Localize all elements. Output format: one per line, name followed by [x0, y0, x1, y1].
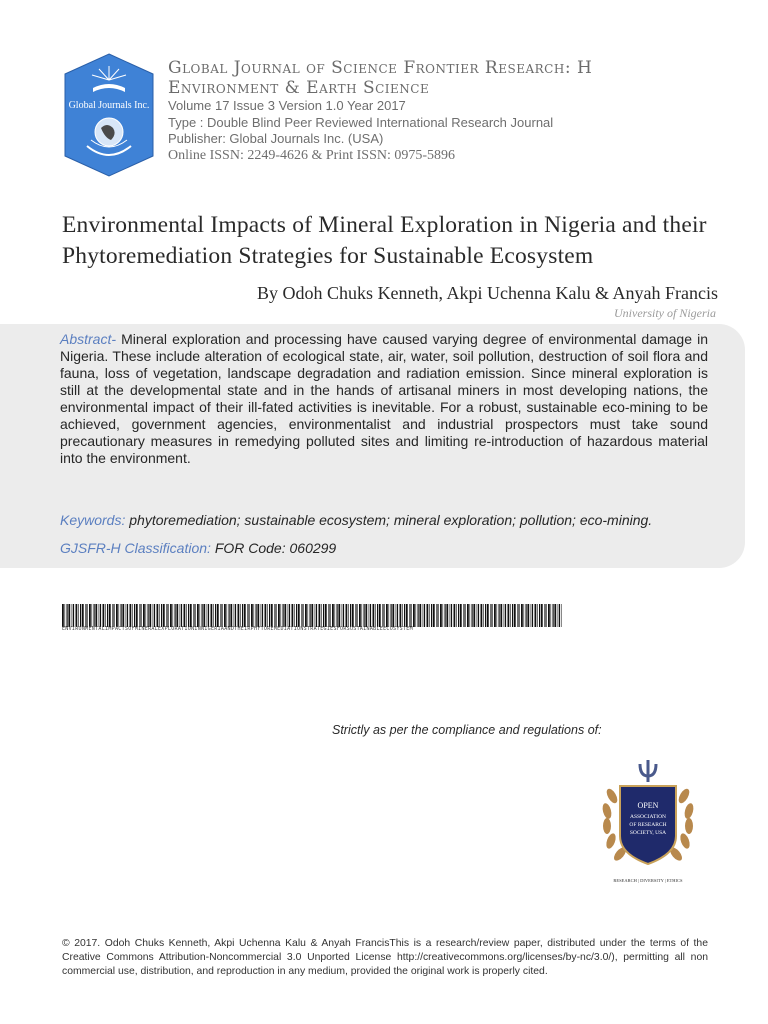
- keywords-text: phytoremediation; sustainable ecosystem; mineral exploration; pollution; eco-mining.: [129, 512, 653, 528]
- journal-type: Type : Double Blind Peer Reviewed International Research Journal: [168, 114, 554, 130]
- paper-authors: By Odoh Chuks Kenneth, Akpi Uchenna Kalu & Anyah Francis: [257, 283, 718, 303]
- abstract: [60, 331, 708, 467]
- classification: [60, 540, 336, 556]
- seal-line2: ASSOCIATION: [629, 814, 667, 820]
- classification-label: GJSFR-H Classification:: [60, 540, 211, 556]
- barcode-text: ENVIRONMENTALIMPACTSOFMINERALEXPLORATIONINNIGERIAANDTHEIRPHYTOREMEDIATIONSTRATEGIESFORSUSTAINABLEECOSYSTEM: [62, 626, 413, 632]
- publisher-info: Publisher: Global Journals Inc. (USA): [168, 131, 384, 146]
- keywords: [60, 512, 652, 528]
- journal-title-line2: Environment & Earth Science: [168, 78, 430, 98]
- seal-line3: OF RESEARCH: [629, 822, 667, 828]
- keywords-label: Keywords:: [60, 512, 126, 528]
- paper-title: Environmental Impacts of Mineral Exploration in Nigeria and their Phytoremediation Strategies for Sustainable Ecosystem: [62, 212, 707, 269]
- compliance-text: Strictly as per the compliance and regulations of:: [332, 723, 602, 737]
- abstract-text: Mineral exploration and processing have caused varying degree of environmental damage in Nigeria. These include alteration of ecological state, air, water, soil pollution, destruction of soil flora and fauna, loss of vegetation, landscape degradation and radiation emission. Since mineral exploration is still at the developmental state and in the hands of artisanal miners in most developing nations, the environmental impact of their ill-fated activities is inevitable. For a robust, sustainable eco-mining to be achieved, government agencies, environmentalist and industrial prospectors must take sound precautionary measures in remedying polluted sites and limiting re-introduction of hazardous material into the environment.: [60, 331, 709, 466]
- volume-info: Volume 17 Issue 3 Version 1.0 Year 2017: [168, 98, 406, 113]
- copyright-footer: © 2017. Odoh Chuks Kenneth, Akpi Uchenna Kalu & Anyah FrancisThis is a research/review paper, distributed under the terms of the Creative Commons Attribution-Noncommercial 3.0 Unported License http://creativecommons.org/licenses/by-nc/3.0/), permitting all non commercial use, distribution, and reproduction in any medium, provided the original work is properly cited.: [62, 938, 708, 977]
- issn-info: Online ISSN: 2249-4626 & Print ISSN: 0975-5896: [168, 147, 456, 163]
- barcode: [62, 604, 562, 627]
- seal-line1: OPEN: [637, 801, 659, 810]
- classification-text: FOR Code: 060299: [214, 540, 337, 556]
- abstract-label: Abstract-: [60, 331, 117, 347]
- seal-ribbon: RESEARCH | DIVERSITY | ETHICS: [613, 878, 683, 883]
- logo-text: Global Journals Inc.: [68, 100, 150, 111]
- journal-title-line1: Global Journal of Science Frontier Research: H: [168, 58, 593, 78]
- journal-logo: [63, 52, 155, 178]
- author-affiliation: University of Nigeria: [614, 306, 716, 320]
- research-society-seal: [598, 756, 698, 886]
- journal-header: [168, 58, 728, 164]
- seal-line4: SOCIETY, USA: [629, 830, 667, 836]
